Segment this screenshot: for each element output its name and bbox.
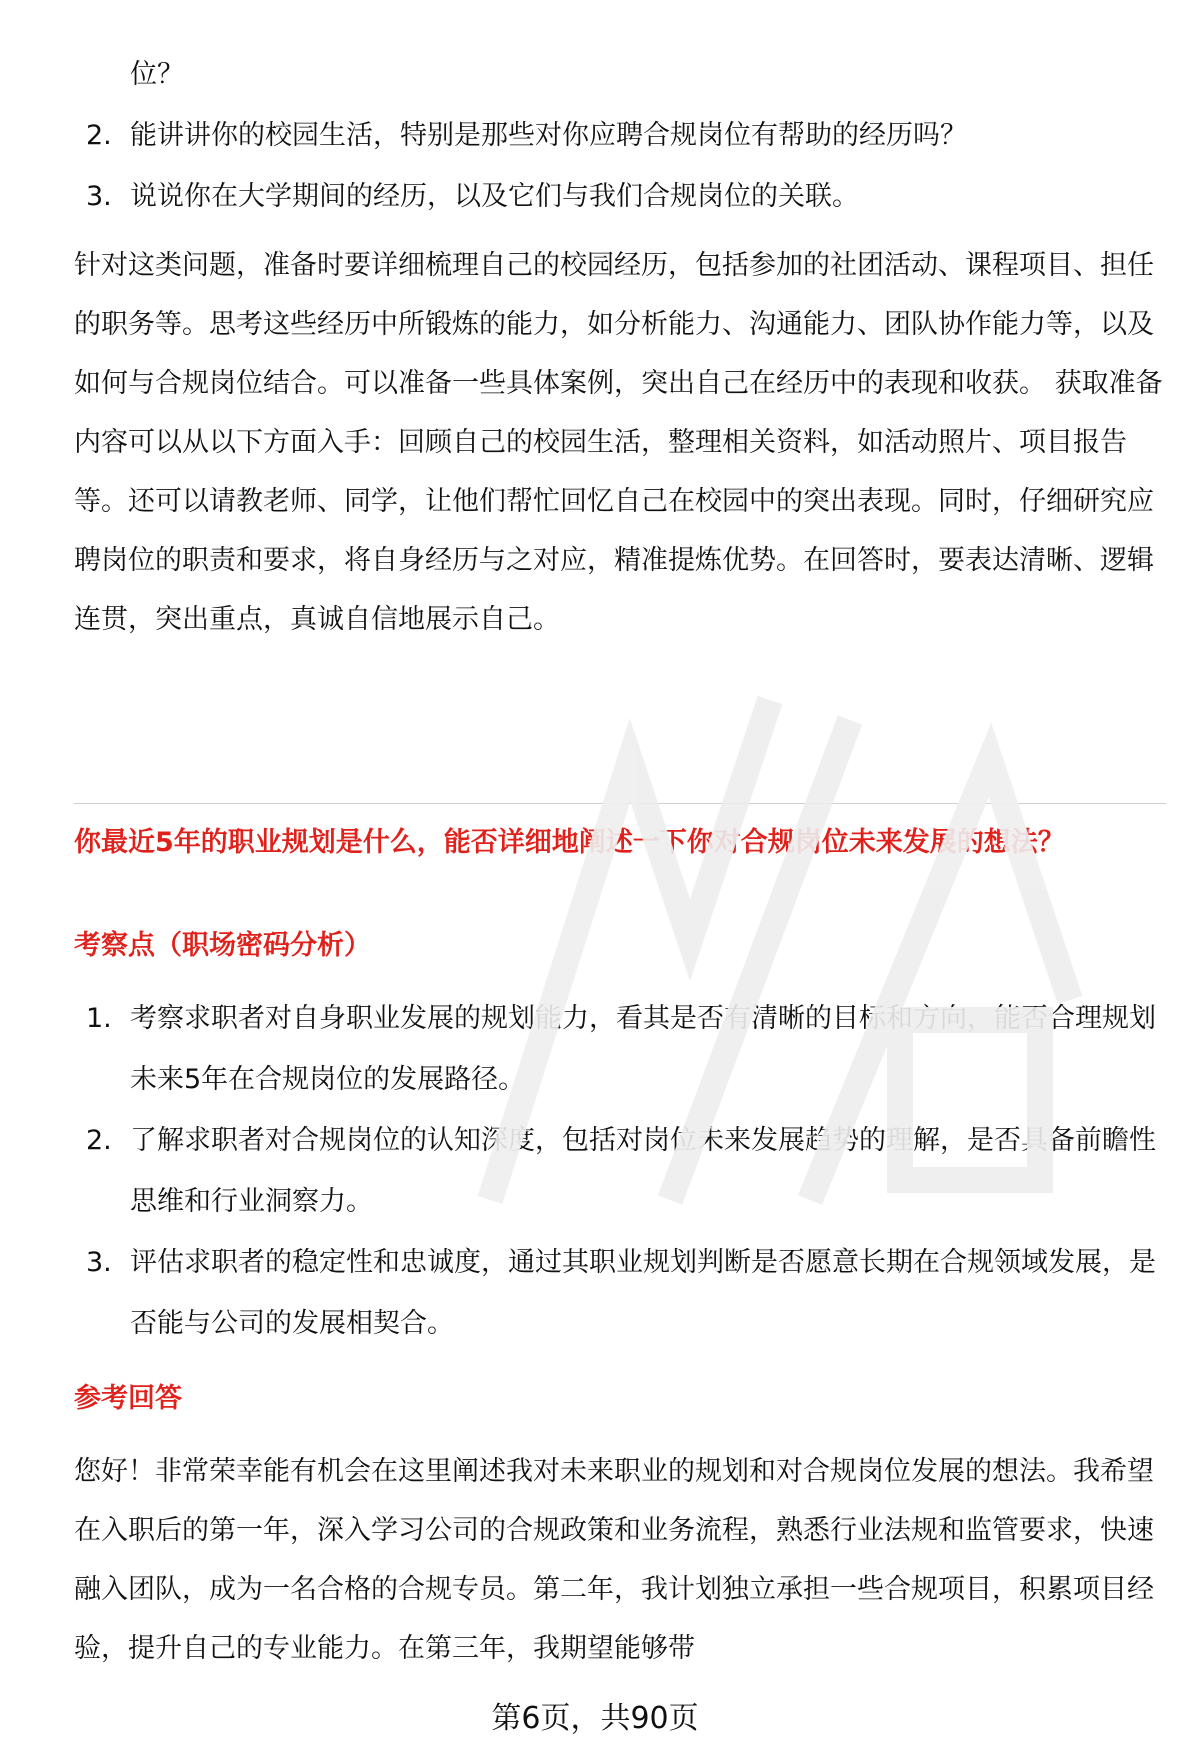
list-text: 说说你在大学期间的经历，以及它们与我们合规岗位的关联。 (130, 181, 859, 212)
list-item (74, 1232, 1164, 1354)
page-footer: 第6页，共90页 (491, 1701, 699, 1736)
section-divider (74, 803, 1166, 804)
previous-question-list (74, 44, 1164, 227)
list-item (74, 44, 1164, 105)
list-item (74, 988, 1164, 1110)
list-text: 位？ (130, 59, 184, 90)
advice-paragraph: 针对这类问题，准备时要详细梳理自己的校园经历，包括参加的社团活动、课程项目、担任的职务等。思考这些经历中所锻炼的能力，如分析能力、沟通能力、团队协作能力等，以及如何与合规岗位结合。可以准备一些具体案例，突出自己在经历中的表现和收获。 获取准备内容可以从以下方面入手：回顾自己的校园生活，整理相关资料，如活动照片、项目报告等。还可以请教老师、同学，让他们帮忙回忆自己在校园中的突出表现。同时，仔细研究应聘岗位的职责和要求，将自身经历与之对应，精准提炼优势。在回答时，要表达清晰、逻辑连贯，突出重点，真诚自信地展示自己。 (74, 250, 1163, 635)
analysis-list (74, 988, 1164, 1354)
list-number: 1. (86, 1003, 112, 1034)
list-number: 2. (86, 120, 112, 151)
list-number: 3. (86, 1247, 112, 1278)
list-item (74, 166, 1164, 227)
question-title: 你最近5年的职业规划是什么，能否详细地阐述一下你对合规岗位未来发展的想法？ (74, 827, 1065, 858)
list-text: 能讲讲你的校园生活，特别是那些对你应聘合规岗位有帮助的经历吗？ (130, 120, 967, 151)
list-item (74, 1110, 1164, 1232)
list-number: 2. (86, 1125, 112, 1156)
list-item (74, 105, 1164, 166)
list-text: 了解求职者对合规岗位的认知深度，包括对岗位未来发展趋势的理解，是否具备前瞻性思维和行业洞察力。 (130, 1125, 1156, 1217)
answer-paragraph: 您好！非常荣幸能有机会在这里阐述我对未来职业的规划和对合规岗位发展的想法。我希望在入职后的第一年，深入学习公司的合规政策和业务流程，熟悉行业法规和监管要求，快速融入团队，成为一名合格的合规专员。第二年，我计划独立承担一些合规项目，积累项目经验，提升自己的专业能力。在第三年，我期望能够带 (74, 1456, 1154, 1664)
list-number: 3. (86, 181, 112, 212)
analysis-heading: 考察点（职场密码分析） (74, 930, 371, 961)
answer-heading: 参考回答 (74, 1383, 182, 1414)
list-text: 评估求职者的稳定性和忠诚度，通过其职业规划判断是否愿意长期在合规领域发展，是否能与公司的发展相契合。 (130, 1247, 1156, 1339)
list-text: 考察求职者对自身职业发展的规划能力，看其是否有清晰的目标和方向，能否合理规划未来5年在合规岗位的发展路径。 (130, 1003, 1156, 1095)
